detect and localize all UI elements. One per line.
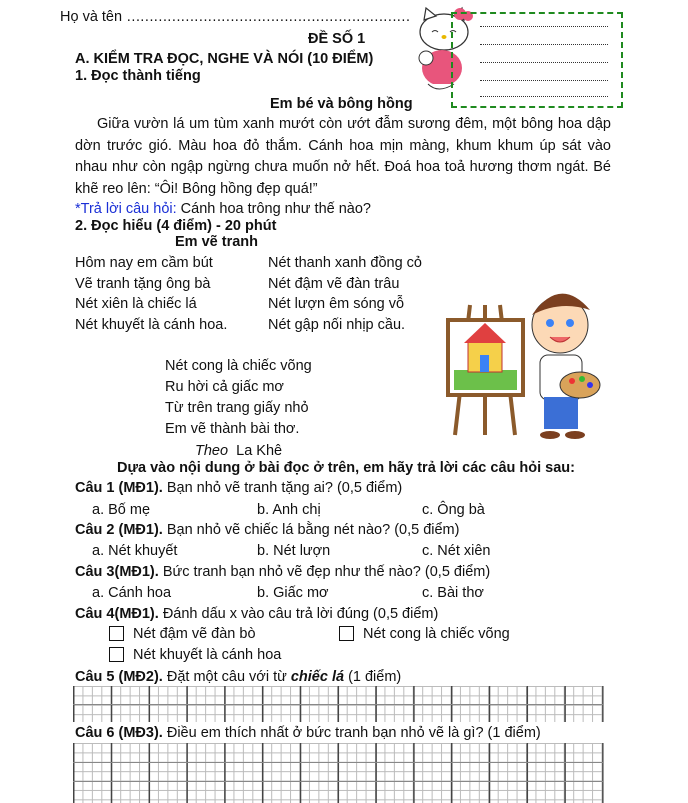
checkbox[interactable] <box>109 647 124 662</box>
question-4 <box>75 605 438 623</box>
poem-line: Nét lượn êm sóng vỗ <box>268 296 405 312</box>
poem-author: La Khê <box>236 443 283 459</box>
name-line[interactable] <box>60 8 410 26</box>
poem-line: Vẽ tranh tặng ông bà <box>75 276 211 292</box>
story-title: Em bé và bông hồng <box>270 96 413 112</box>
option-c[interactable]: c. Bài thơ <box>422 585 484 601</box>
option-c[interactable]: c. Nét xiên <box>422 543 491 559</box>
question-text: Bạn nhỏ vẽ tranh tặng ai? (0,5 điểm) <box>162 480 403 496</box>
option-b[interactable]: b. Anh chị <box>257 502 321 518</box>
part2-title: 2. Đọc hiểu (4 điểm) - 20 phút <box>75 218 277 234</box>
name-dots: ……………………………………………………… <box>126 9 410 25</box>
poem-line: Ru hời cả giấc mơ <box>165 379 284 395</box>
poem-line: Nét khuyết là cánh hoa. <box>75 317 228 333</box>
question-text: Điều em thích nhất ở bức tranh bạn nhỏ vẽ là gì? (1 điểm) <box>162 725 541 741</box>
section-a-title: A. KIỂM TRA ĐỌC, NGHE VÀ NÓI (10 ĐIỂM) <box>75 51 374 67</box>
poem-line: Từ trên trang giấy nhỏ <box>165 400 309 416</box>
question-1 <box>75 479 402 497</box>
poem-line: Hôm nay em cầm bút <box>75 255 213 271</box>
question-label: Câu 2 (MĐ1). <box>75 522 163 538</box>
question-label: Câu 5 (MĐ2). <box>75 669 163 685</box>
question-6 <box>75 724 541 742</box>
question-text: Bức tranh bạn nhỏ vẽ đẹp như thế nào? (0,5 điểm) <box>158 564 491 580</box>
question-3 <box>75 563 490 581</box>
instruction: Dựa vào nội dung ở bài đọc ở trên, em hãy trả lời các câu hỏi sau: <box>117 460 575 476</box>
option-a[interactable]: a. Cánh hoa <box>92 585 172 601</box>
answer-prompt-label: *Trả lời câu hỏi: <box>75 201 177 217</box>
option-b[interactable]: b. Nét lượn <box>257 543 331 559</box>
question-text: Đánh dấu x vào câu trả lời đúng (0,5 điểm) <box>158 606 439 622</box>
painter-boy-illustration <box>440 285 605 440</box>
score-line[interactable] <box>480 80 608 81</box>
poem-source-prefix: Theo <box>195 443 229 459</box>
option-a[interactable]: a. Bố mẹ <box>92 502 151 518</box>
part1-title: 1. Đọc thành tiếng <box>75 68 201 84</box>
name-label: Họ và tên <box>60 9 123 25</box>
question-text-after: (1 điểm) <box>344 669 402 685</box>
question-5 <box>75 668 401 686</box>
question-text: Đặt một câu với từ <box>162 669 291 685</box>
poem-line: Em vẽ thành bài thơ. <box>165 421 300 437</box>
poem-line: Nét thanh xanh đồng cỏ <box>268 255 422 271</box>
question-label: Câu 3(MĐ1). <box>75 564 159 580</box>
poem-line: Nét gập nối nhịp cầu. <box>268 317 406 333</box>
checkbox-label: Nét cong là chiếc võng <box>363 626 510 642</box>
poem-title: Em vẽ tranh <box>175 234 258 250</box>
checkbox[interactable] <box>339 626 354 641</box>
answer-prompt <box>75 200 371 218</box>
question-label: Câu 6 (MĐ3). <box>75 725 163 741</box>
poem-line: Nét cong là chiếc võng <box>165 358 312 374</box>
story-text: Giữa vườn lá um tùm xanh mướt còn ướt đẫm sương đêm, một bông hoa dập dờn trước gió. Màu hoa đỏ thắm. Cánh hoa mịn màng, khum khum úp sát vào nhau như còn ngập ngừng chưa muốn nở hết. Đoá hoa toả hương thơm ngát. Bé khẽ reo lên: “Ôi! Bông hồng đẹp quá!” <box>75 116 611 197</box>
checkbox[interactable] <box>109 626 124 641</box>
poem-line: Nét xiên là chiếc lá <box>75 296 197 312</box>
option-b[interactable]: b. Giấc mơ <box>257 585 329 601</box>
option-c[interactable]: c. Ông bà <box>422 502 485 518</box>
poem-source <box>195 442 282 460</box>
score-line[interactable] <box>480 44 608 45</box>
answer-prompt-question: Cánh hoa trông như thế nào? <box>176 201 371 217</box>
question-2 <box>75 521 459 539</box>
exam-number: ĐỀ SỐ 1 <box>308 31 366 47</box>
question-text: Bạn nhỏ vẽ chiếc lá bằng nét nào? (0,5 điểm) <box>162 522 460 538</box>
checkbox-label: Nét khuyết là cánh hoa <box>133 647 282 663</box>
option-a[interactable]: a. Nét khuyết <box>92 543 178 559</box>
score-line[interactable] <box>480 26 608 27</box>
answer-grid[interactable] <box>73 686 604 722</box>
answer-grid[interactable] <box>73 743 604 803</box>
question-label: Câu 4(MĐ1). <box>75 606 159 622</box>
question-label: Câu 1 (MĐ1). <box>75 480 163 496</box>
checkbox-label: Nét đậm vẽ đàn bò <box>133 626 256 642</box>
score-line[interactable] <box>480 62 608 63</box>
poem-line: Nét đậm vẽ đàn trâu <box>268 276 400 292</box>
score-line[interactable] <box>480 96 608 97</box>
question-emphasis: chiếc lá <box>290 669 345 685</box>
